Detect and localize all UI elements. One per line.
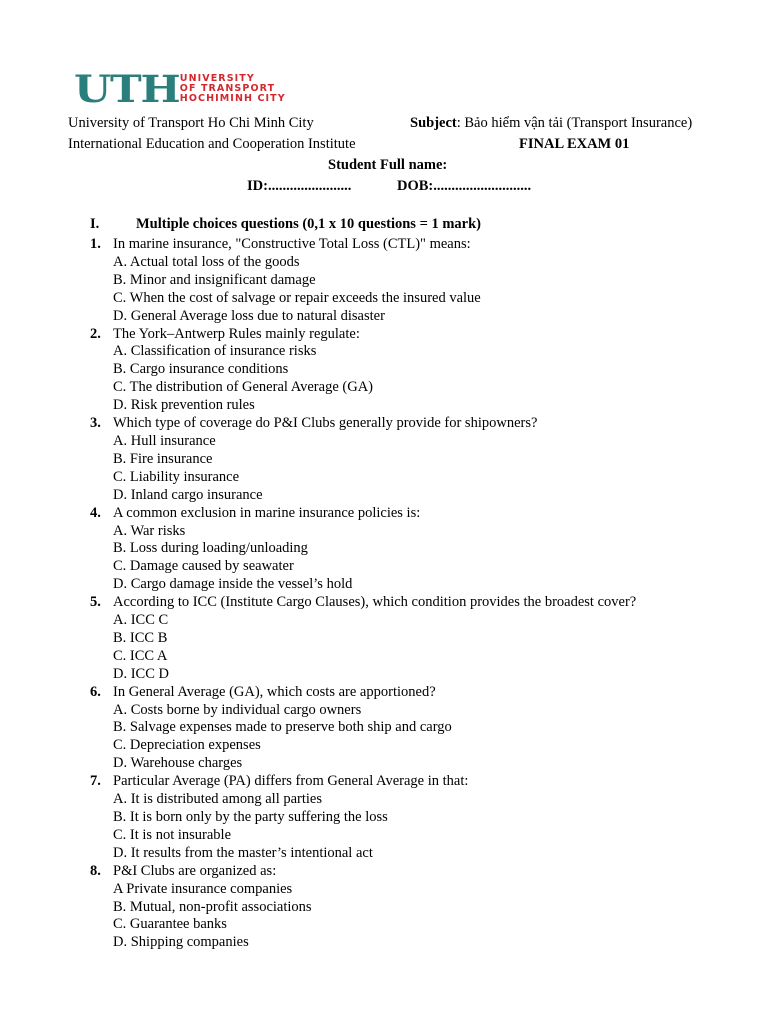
question-item <box>90 236 636 326</box>
question-body <box>113 684 452 774</box>
question-body <box>113 326 373 416</box>
question-text: In General Average (GA), which costs are apportioned? <box>113 683 436 700</box>
answer-option: A. War risks <box>113 522 186 539</box>
question-text: According to ICC (Institute Cargo Clauses), which condition provides the broadest cover? <box>113 594 637 611</box>
answer-option: D. Shipping companies <box>113 934 249 951</box>
subject-label: Subject <box>410 115 457 131</box>
logo-mark: UTH <box>74 67 180 111</box>
question-item <box>90 863 636 953</box>
dob-field: DOB:........................... <box>397 178 532 194</box>
question-number: 4. <box>90 504 101 521</box>
logo-text <box>180 74 286 104</box>
question-body <box>113 236 481 326</box>
question-item <box>90 594 636 684</box>
answer-option: B. Cargo insurance conditions <box>113 361 289 378</box>
question-number: 5. <box>90 594 101 611</box>
question-number: 2. <box>90 325 101 342</box>
question-text: In marine insurance, "Constructive Total Loss (CTL)" means: <box>113 236 471 252</box>
answer-option: D. Risk prevention rules <box>113 397 255 414</box>
answer-option: A. ICC C <box>113 612 169 629</box>
institute-name: International Education and Cooperation Institute <box>68 136 356 152</box>
section-number: I. <box>90 216 100 232</box>
answer-option: B. Loss during loading/unloading <box>113 540 308 557</box>
question-body <box>113 594 636 684</box>
answer-option: C. Liability insurance <box>113 468 240 485</box>
question-item <box>90 773 636 863</box>
question-text: The York–Antwerp Rules mainly regulate: <box>113 325 360 342</box>
question-body <box>113 863 312 953</box>
answer-option: C. ICC A <box>113 647 168 664</box>
question-item <box>90 415 636 505</box>
question-text: Particular Average (PA) differs from General Average in that: <box>113 773 469 790</box>
question-text: P&I Clubs are organized as: <box>113 862 277 879</box>
answer-option: A. Costs borne by individual cargo owners <box>113 701 362 718</box>
answer-option: B. It is born only by the party suffering the loss <box>113 809 388 825</box>
answer-option: C. Damage caused by seawater <box>113 558 294 575</box>
question-number: 8. <box>90 862 101 879</box>
question-text: A common exclusion in marine insurance policies is: <box>113 504 421 521</box>
answer-option: D. It results from the master’s intentional act <box>113 844 373 861</box>
question-body <box>113 505 420 595</box>
question-item <box>90 326 636 416</box>
section-title: Multiple choices questions (0,1 x 10 questions = 1 mark) <box>136 216 481 232</box>
answer-option: A. Classification of insurance risks <box>113 343 317 360</box>
answer-option: A Private insurance companies <box>113 880 293 897</box>
answer-option: B. Salvage expenses made to preserve both ship and cargo <box>113 719 452 736</box>
question-number: 1. <box>90 236 101 252</box>
answer-option: C. Depreciation expenses <box>113 737 261 754</box>
answer-option: C. When the cost of salvage or repair exceeds the insured value <box>113 289 481 306</box>
subject-value: : Bảo hiểm vận tải (Transport Insurance) <box>456 115 693 131</box>
question-list <box>90 236 636 952</box>
question-number: 6. <box>90 683 101 700</box>
university-logo <box>74 67 286 111</box>
section-heading <box>90 216 481 233</box>
answer-option: C. Guarantee banks <box>113 916 227 933</box>
answer-option: B. Fire insurance <box>113 450 213 467</box>
answer-option: B. ICC B <box>113 629 168 646</box>
answer-option: D. Inland cargo insurance <box>113 486 263 503</box>
answer-option: D. ICC D <box>113 665 169 682</box>
answer-option: B. Minor and insignificant damage <box>113 271 316 288</box>
answer-option: C. It is not insurable <box>113 826 232 843</box>
question-body <box>113 415 537 505</box>
answer-option: A. It is distributed among all parties <box>113 791 323 808</box>
logo-line: OF TRANSPORT <box>179 83 276 94</box>
answer-option: A. Actual total loss of the goods <box>113 253 300 270</box>
question-item <box>90 684 636 774</box>
logo-line: HOCHIMINH CITY <box>179 93 286 104</box>
answer-option: A. Hull insurance <box>113 432 216 449</box>
exam-title: FINAL EXAM 01 <box>519 136 630 152</box>
question-text: Which type of coverage do P&I Clubs generally provide for shipowners? <box>113 415 538 432</box>
student-id-field: ID:....................... <box>247 178 352 194</box>
question-item <box>90 505 636 595</box>
answer-option: C. The distribution of General Average (GA) <box>113 379 373 396</box>
answer-option: D. Warehouse charges <box>113 755 243 772</box>
answer-option: B. Mutual, non-profit associations <box>113 898 312 915</box>
subject-line <box>410 114 692 132</box>
logo-line: UNIVERSITY <box>179 73 255 84</box>
university-name: University of Transport Ho Chi Minh City <box>68 115 314 131</box>
question-number: 7. <box>90 773 101 790</box>
answer-option: D. Cargo damage inside the vessel’s hold <box>113 576 353 593</box>
student-name-field: Student Full name: <box>328 157 448 173</box>
answer-option: D. General Average loss due to natural disaster <box>113 307 385 324</box>
question-number: 3. <box>90 415 101 432</box>
question-body <box>113 773 468 863</box>
